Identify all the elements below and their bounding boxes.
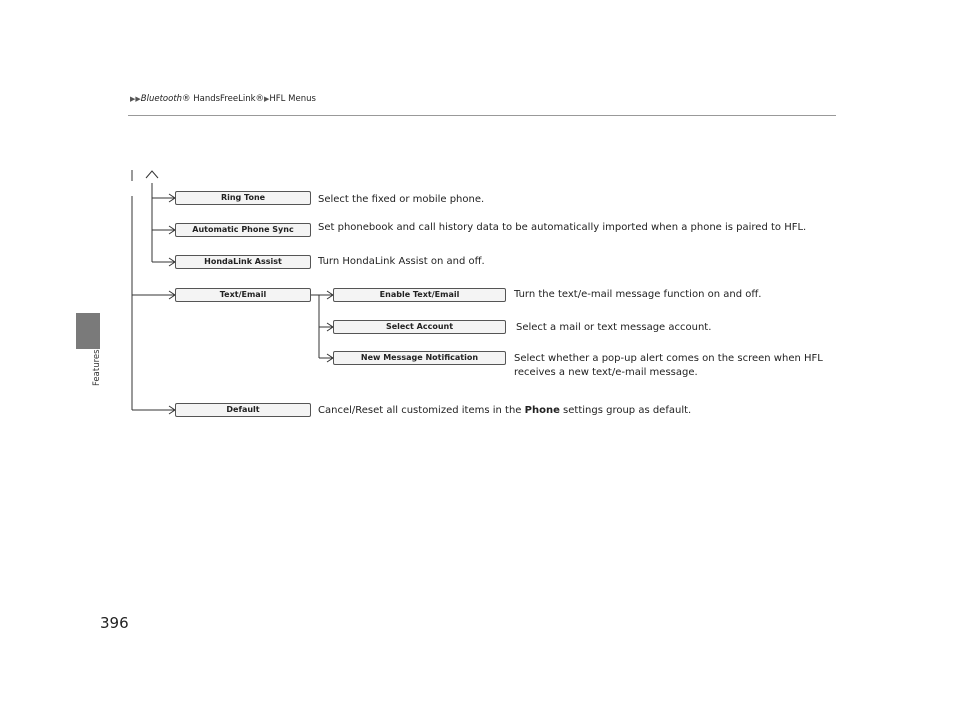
automatic-phone-sync-menu-item: Automatic Phone Sync <box>175 223 311 237</box>
breadcrumb-arrow-icon: ▶▶ <box>130 95 141 103</box>
new-message-notification-menu-item: New Message Notification <box>333 351 506 365</box>
new-message-description-line2: receives a new text/e-mail message. <box>514 367 698 378</box>
default-description <box>318 404 691 418</box>
breadcrumb-hfl-menus: HFL Menus <box>269 94 316 104</box>
breadcrumb-handsfreelink: ® HandsFreeLink® <box>182 94 265 104</box>
default-menu-item: Default <box>175 403 311 417</box>
side-tab-label: Features <box>92 349 102 386</box>
select-account-menu-item: Select Account <box>333 320 506 334</box>
enable-text-email-description: Turn the text/e-mail message function on and off. <box>514 289 762 300</box>
breadcrumb-bluetooth: Bluetooth <box>140 94 183 104</box>
automatic-phone-sync-description: Set phonebook and call history data to be automatically imported when a phone is paired to HFL. <box>318 222 807 233</box>
default-description-bold: Phone <box>524 405 560 416</box>
new-message-notification-description <box>514 352 823 380</box>
hondalink-assist-description: Turn HondaLink Assist on and off. <box>318 256 485 267</box>
select-account-description: Select a mail or text message account. <box>516 322 712 333</box>
breadcrumb-arrow-icon: ▶ <box>264 95 270 103</box>
ring-tone-menu-item: Ring Tone <box>175 191 311 205</box>
text-email-menu-item: Text/Email <box>175 288 311 302</box>
hondalink-assist-menu-item: HondaLink Assist <box>175 255 311 269</box>
default-description-post: settings group as default. <box>559 405 692 416</box>
default-description-pre: Cancel/Reset all customized items in the <box>318 405 525 416</box>
page-number: 396 <box>100 614 129 632</box>
ring-tone-description: Select the fixed or mobile phone. <box>318 194 485 205</box>
enable-text-email-menu-item: Enable Text/Email <box>333 288 506 302</box>
new-message-description-line1: Select whether a pop-up alert comes on the screen when HFL <box>514 353 823 364</box>
